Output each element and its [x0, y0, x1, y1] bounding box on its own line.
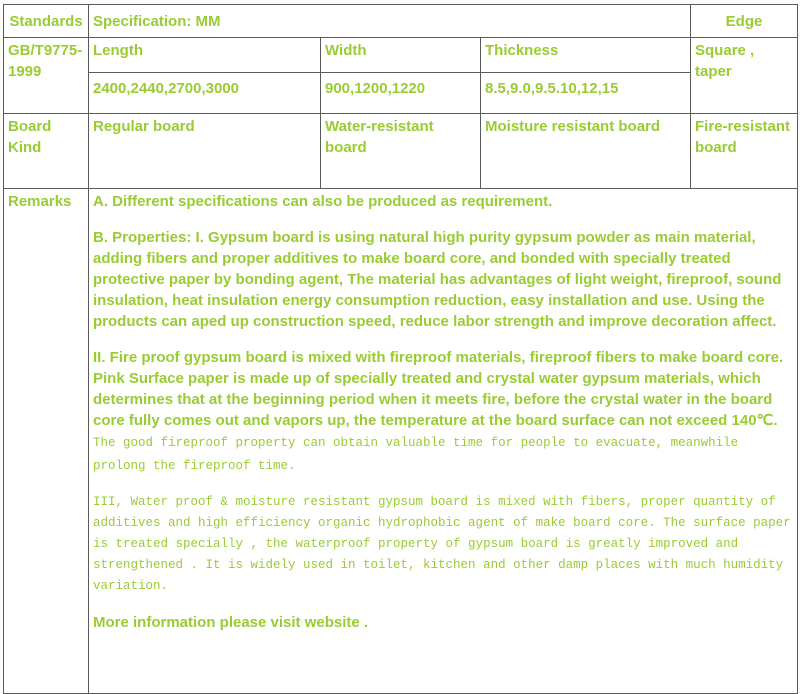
- edge-header-cell: Edge: [691, 5, 798, 38]
- specification-header-cell: Specification: MM: [89, 5, 691, 38]
- standard-code-cell: GB/T9775-1999: [4, 38, 89, 114]
- dimension-labels-row: [4, 38, 798, 73]
- remarks-paragraph-c: [93, 347, 793, 477]
- board-kind-fire-resistant-cell: Fire-resistant board: [691, 114, 798, 189]
- remarks-paragraph-c-mono: The good fireproof property can obtain valuable time for people to evacuate, meanwhile prolong the fireproof time.: [93, 436, 739, 473]
- width-values-cell: 900,1200,1220: [321, 73, 481, 114]
- board-kind-water-resistant-cell: Water-resistant board: [321, 114, 481, 189]
- thickness-values-cell: 8.5,9.0,9.5.10,12,15: [481, 73, 691, 114]
- board-kind-regular-cell: Regular board: [89, 114, 321, 189]
- remarks-content-cell: [89, 189, 798, 694]
- remarks-row: [4, 189, 798, 694]
- remarks-paragraph-e: More information please visit website .: [93, 614, 369, 631]
- board-kind-label-cell: Board Kind: [4, 114, 89, 189]
- edge-value-cell: Square , taper: [691, 38, 798, 114]
- standards-header-cell: Standards: [4, 5, 89, 38]
- thickness-label-cell: Thickness: [481, 38, 691, 73]
- width-label-cell: Width: [321, 38, 481, 73]
- remarks-paragraph-d: III, Water proof & moisture resistant gypsum board is mixed with fibers, proper quantity of additives and high efficiency organic hydrophobic agent of make board core. The surface paper is treated specially , the waterproof property of gypsum board is greatly improved and strengthened . It is widely used in toilet, kitchen and other damp places with much humidity variation.: [93, 495, 791, 593]
- board-kind-moisture-resistant-cell: Moisture resistant board: [481, 114, 691, 189]
- length-values-cell: 2400,2440,2700,3000: [89, 73, 321, 114]
- remarks-paragraph-a: A. Different specifications can also be produced as requirement.: [93, 193, 553, 210]
- header-row: [4, 5, 798, 38]
- remarks-paragraph-c-bold: II. Fire proof gypsum board is mixed with fireproof materials, fireproof fibers to make board core. Pink Surface paper is made up of specially treated and crystal water gypsum materials, which determines that at the beginning period when it meets fire, before the crystal water in the board core fully comes out and vapors up, the temperature at the board surface can not exceed 140℃.: [93, 349, 784, 429]
- board-kind-row: [4, 114, 798, 189]
- specification-table: [3, 4, 798, 694]
- dimension-values-row: [4, 73, 798, 114]
- remarks-paragraph-b: B. Properties: I. Gypsum board is using natural high purity gypsum powder as main material, adding fibers and proper additives to make board core, and bonded with specially treated protective paper by bonding agent, The material has advantages of light weight, fireproof, sound insulation, heat insulation energy consumption reduction, easy installation and use. Using the products can aped up construction speed, reduce labor strength and improve decoration affect.: [93, 229, 782, 330]
- remarks-label-cell: Remarks: [4, 189, 89, 694]
- length-label-cell: Length: [89, 38, 321, 73]
